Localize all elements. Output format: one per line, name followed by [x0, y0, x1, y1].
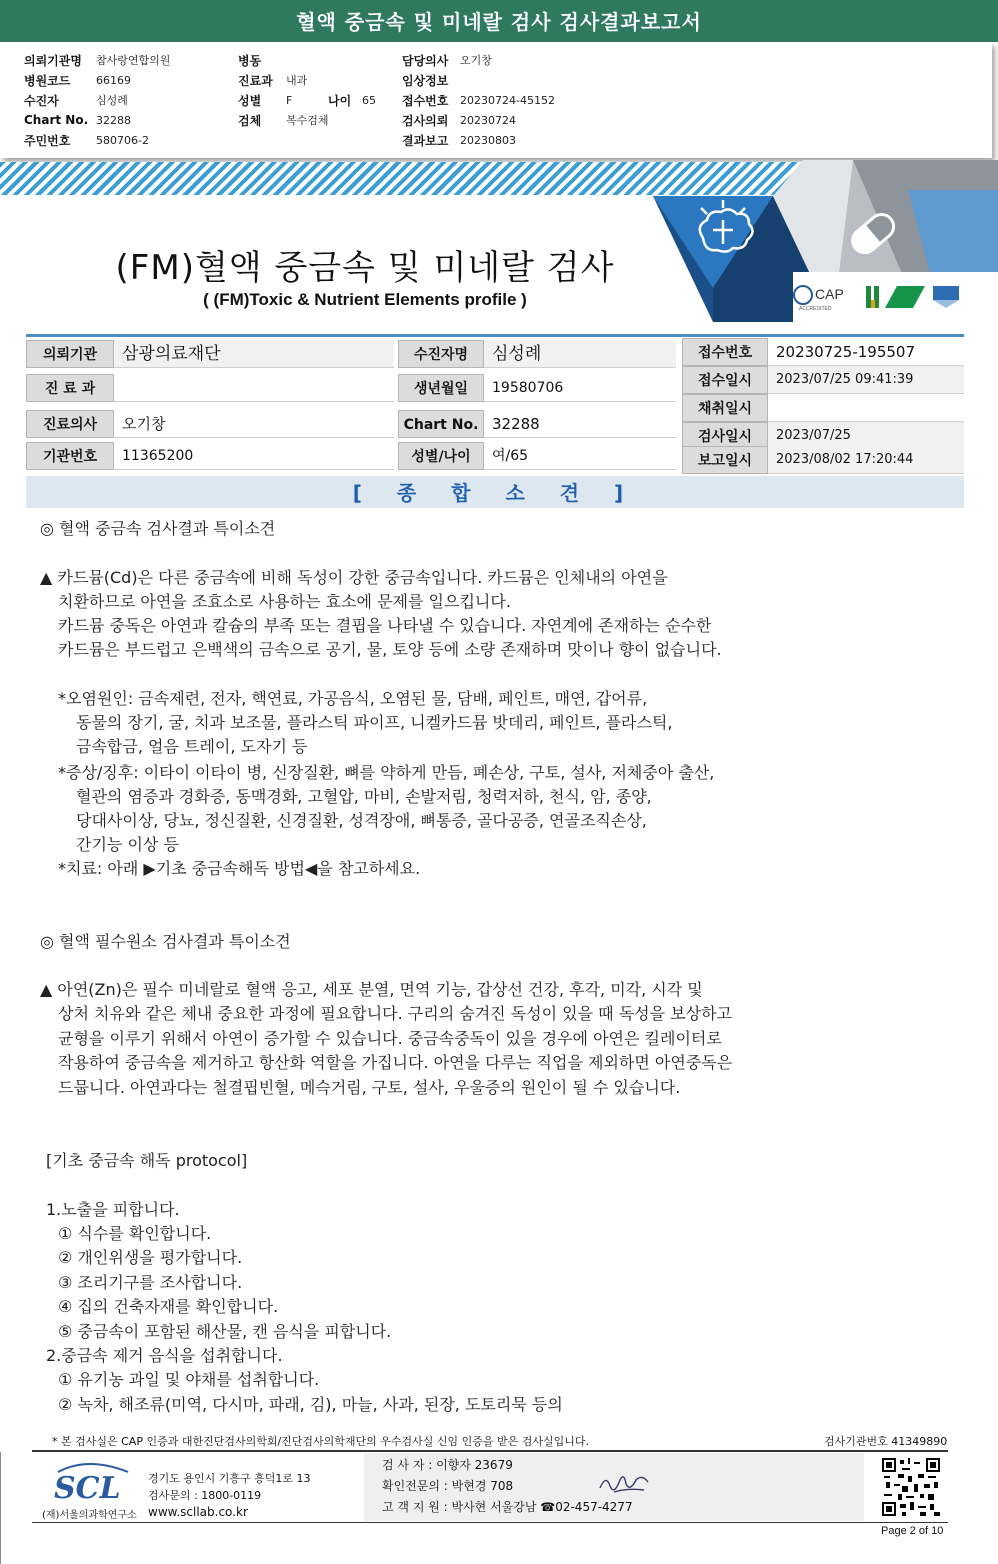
info-column-3 [402, 50, 555, 150]
age-label: 나이 [328, 93, 352, 108]
paragraph-line: *오염원인: 금속제련, 전자, 핵연료, 가공음식, 오염된 물, 담배, 페인트, 매연, 갑어류, [58, 689, 648, 708]
name-label: 수진자명 [398, 340, 484, 368]
footer-rule [32, 1450, 948, 1452]
confirming-physician: 확인전문의 : 박현경 708 [382, 1479, 514, 1493]
paragraph-line: 동물의 장기, 굴, 치과 보조물, 플라스틱 파이프, 니켈카드뮴 밧데리, 페인트, 플라스틱, [76, 713, 673, 732]
report-title: (FM)혈액 중금속 및 미네랄 검사 [115, 248, 615, 288]
info-row [238, 50, 376, 70]
paragraph-line: 혈관의 염증과 경화증, 동맥경화, 고혈압, 마비, 손발저림, 청력저하, 천식, 암, 종양, [76, 787, 652, 806]
report-subtitle: ( (FM)Toxic & Nutrient Elements profile ) [203, 290, 527, 309]
institution-value: 삼광의료재단 [114, 340, 394, 368]
receipt-date-value: 2023/07/25 09:41:39 [768, 366, 964, 394]
info-row [402, 110, 555, 130]
info-row [24, 130, 170, 150]
info-value: 20230724-45152 [460, 93, 555, 107]
agency-number: 검사기관번호 41349890 [824, 1435, 948, 1448]
lab-address: 경기도 용인시 기흥구 흥덕1로 13 [148, 1472, 311, 1485]
info-row [238, 90, 376, 110]
info-row [402, 50, 555, 70]
info-label: 병동 [238, 53, 262, 68]
protocol-item: 2.중금속 제거 음식을 섭취합니다. [46, 1346, 283, 1365]
info-label: 의뢰기관명 [24, 53, 82, 68]
test-date-label: 검사일시 [682, 422, 768, 450]
info-row [24, 50, 170, 70]
customer-support: 고 객 지 원 : 박사현 서울강남 ☎02-457-4277 [382, 1500, 633, 1514]
tester: 검 사 자 : 이향자 23679 [382, 1458, 513, 1472]
cap-sub: ACCREDITED [799, 306, 832, 312]
footer-bottom-rule [32, 1522, 948, 1523]
qr-code-icon [882, 1458, 940, 1516]
paragraph-line: ▲ 아연(Zn)은 필수 미네랄로 혈액 응고, 세포 분열, 면역 기능, 갑상선 건강, 후각, 미각, 시각 및 [40, 980, 703, 999]
info-label: 담당의사 [402, 53, 449, 68]
info-row [24, 110, 170, 130]
info-value: 복수검체 [286, 114, 329, 127]
section-heading: ◎ 혈액 필수원소 검사결과 특이소견 [40, 932, 291, 951]
info-row [402, 130, 555, 150]
paragraph-line: 카드뮴 중독은 아연과 칼슘의 부족 또는 결핍을 나타낼 수 있습니다. 자연계에 존재하는 순수한 [58, 616, 712, 635]
info-label: 결과보고 [402, 133, 449, 148]
info-label: 진료과 [238, 73, 273, 88]
footer-left-edge [0, 1452, 1, 1564]
protocol-subitem: ③ 조리기구를 조사합니다. [58, 1273, 243, 1292]
paragraph-line: 간기능 이상 등 [76, 835, 179, 854]
info-label: Chart No. [24, 113, 89, 127]
collect-label: 채취일시 [682, 394, 768, 422]
info-label: 수진자 [24, 93, 59, 108]
signature [596, 1470, 656, 1498]
lab-website: www.scllab.co.kr [148, 1505, 248, 1519]
info-column-2 [238, 50, 376, 130]
inst-no-value: 11365200 [114, 442, 394, 470]
institution-label: 의뢰기관 [26, 340, 114, 368]
info-row [402, 90, 555, 110]
birth-label: 생년월일 [398, 374, 484, 402]
receipt-no-label: 접수번호 [682, 338, 768, 366]
request-info-panel [0, 42, 992, 158]
accreditation-note: * 본 검사실은 CAP 인증과 대한진단검사의학회/진단검사의학재단의 우수검사실 신임 인증을 받은 검사실입니다. [52, 1435, 590, 1448]
info-value: 내과 [286, 74, 308, 87]
paragraph-line: 카드뮴은 부드럽고 은백색의 금속으로 공기, 물, 토양 등에 소량 존재하며 맛이나 향이 없습니다. [58, 640, 722, 659]
paragraph-line: ▲ 카드뮴(Cd)은 다른 중금속에 비해 독성이 강한 중금속입니다. 카드뮴은 인체내의 아연을 [40, 568, 668, 587]
protocol-subitem: ① 유기농 과일 및 야채를 섭취합니다. [58, 1370, 320, 1389]
info-value: 20230803 [460, 133, 516, 147]
paragraph-line: 치환하므로 아연을 조효소로 사용하는 효소에 문제를 일으킵니다. [58, 592, 511, 611]
dept-value [114, 374, 394, 402]
doctor-label: 진료의사 [26, 410, 114, 438]
scl-logo [52, 1460, 132, 1504]
info-value: 32288 [96, 113, 131, 127]
info-label: 주민번호 [24, 133, 71, 148]
sex-age-label: 성별/나이 [398, 442, 484, 470]
scl-logo-text: SCL [54, 1471, 121, 1504]
paragraph-line: 당대사이상, 당뇨, 정신질환, 신경질환, 성격장애, 뼈통증, 골다공증, 연골조직손상, [76, 811, 647, 830]
info-label: 검체 [238, 113, 262, 128]
paragraph-line: 균형을 이루기 위해서 아연이 증가할 수 있습니다. 중금속중독이 있을 경우에 아연은 킬레이터로 [58, 1029, 722, 1048]
name-value: 심성례 [484, 340, 676, 368]
info-value: 20230724 [460, 113, 516, 127]
summary-header: [ 종 합 소 견 ] [26, 476, 964, 508]
protocol-subitem: ② 개인위생을 평가합니다. [58, 1248, 243, 1267]
info-row [24, 90, 170, 110]
lab-phone: 검사문의 : 1800-0119 [148, 1489, 262, 1502]
protocol-subitem: ① 식수를 확인합니다. [58, 1224, 212, 1243]
dept-label: 진 료 과 [26, 374, 114, 402]
page-number: Page 2 of 10 [881, 1525, 944, 1537]
paragraph-line: 작용하여 중금속을 제거하고 항산화 역할을 가집니다. 아연을 다루는 직업을 제외하면 아연중독은 [58, 1053, 733, 1072]
report-date-value: 2023/08/02 17:20:44 [768, 446, 964, 474]
report-date-label: 보고일시 [682, 446, 768, 474]
info-row [24, 70, 170, 90]
info-label: 병원코드 [24, 73, 71, 88]
info-value: 66169 [96, 73, 131, 87]
paragraph-line: 드뭅니다. 아연과다는 철결핍빈혈, 메슥거림, 구토, 설사, 우울증의 원인이 될 수 있습니다. [58, 1078, 681, 1097]
info-label: 성별 [238, 93, 262, 108]
protocol-subitem: ⑤ 중금속이 포함된 해산물, 캔 음식을 피합니다. [58, 1322, 392, 1341]
sex-age-value: 여/65 [484, 442, 676, 470]
chart-value: 32288 [484, 410, 676, 438]
protocol-item: 1.노출을 피합니다. [46, 1200, 180, 1219]
table-top-rule [26, 334, 964, 337]
cap-logo: CAP [815, 286, 844, 302]
report-banner-title: 혈액 중금속 및 미네랄 검사 검사결과보고서 [0, 0, 998, 42]
inst-no-label: 기관번호 [26, 442, 114, 470]
chart-label: Chart No. [398, 410, 484, 438]
protocol-subitem: ④ 집의 건축자재를 확인합니다. [58, 1297, 279, 1316]
info-column-1 [24, 50, 170, 150]
paragraph-line: *증상/징후: 이타이 이타이 병, 신장질환, 뼈를 약하게 만듬, 폐손상, 구토, 설사, 저체중아 출산, [58, 763, 715, 782]
info-value: 오기창 [460, 54, 492, 67]
info-value: 참사랑연합의원 [96, 54, 171, 67]
section-heading: ◎ 혈액 중금속 검사결과 특이소견 [40, 519, 276, 538]
info-value: 심성례 [96, 94, 128, 107]
collect-value [768, 394, 964, 422]
info-label: 검사의뢰 [402, 113, 449, 128]
info-row [238, 110, 376, 130]
protocol-subitem: ② 녹차, 해조류(미역, 다시마, 파래, 김), 마늘, 사과, 된장, 도토리묵 등의 [58, 1395, 563, 1414]
receipt-no-value: 20230725-195507 [768, 338, 964, 366]
paragraph-line: 상처 치유와 같은 체내 중요한 과정에 필요합니다. 구리의 숨겨진 독성이 있을 때 독성을 보상하고 [58, 1004, 732, 1023]
doctor-value: 오기창 [114, 410, 394, 438]
info-row [402, 70, 555, 90]
info-label: 임상정보 [402, 73, 449, 88]
receipt-date-label: 접수일시 [682, 366, 768, 394]
info-value: F [286, 93, 293, 107]
info-row [238, 70, 376, 90]
info-value: 580706-2 [96, 133, 149, 147]
paragraph-line: 금속합금, 얼음 트레이, 도자기 등 [76, 737, 308, 756]
test-date-value: 2023/07/25 [768, 422, 964, 450]
info-label: 접수번호 [402, 93, 449, 108]
organization-name: (재)서울의과학연구소 [42, 1510, 137, 1521]
protocol-heading: [기초 중금속 해독 protocol] [46, 1151, 248, 1170]
birth-value: 19580706 [484, 374, 676, 402]
paragraph-line: *치료: 아래 ▶기초 중금속해독 방법◀을 참고하세요. [58, 859, 421, 878]
age-value: 65 [362, 93, 376, 107]
